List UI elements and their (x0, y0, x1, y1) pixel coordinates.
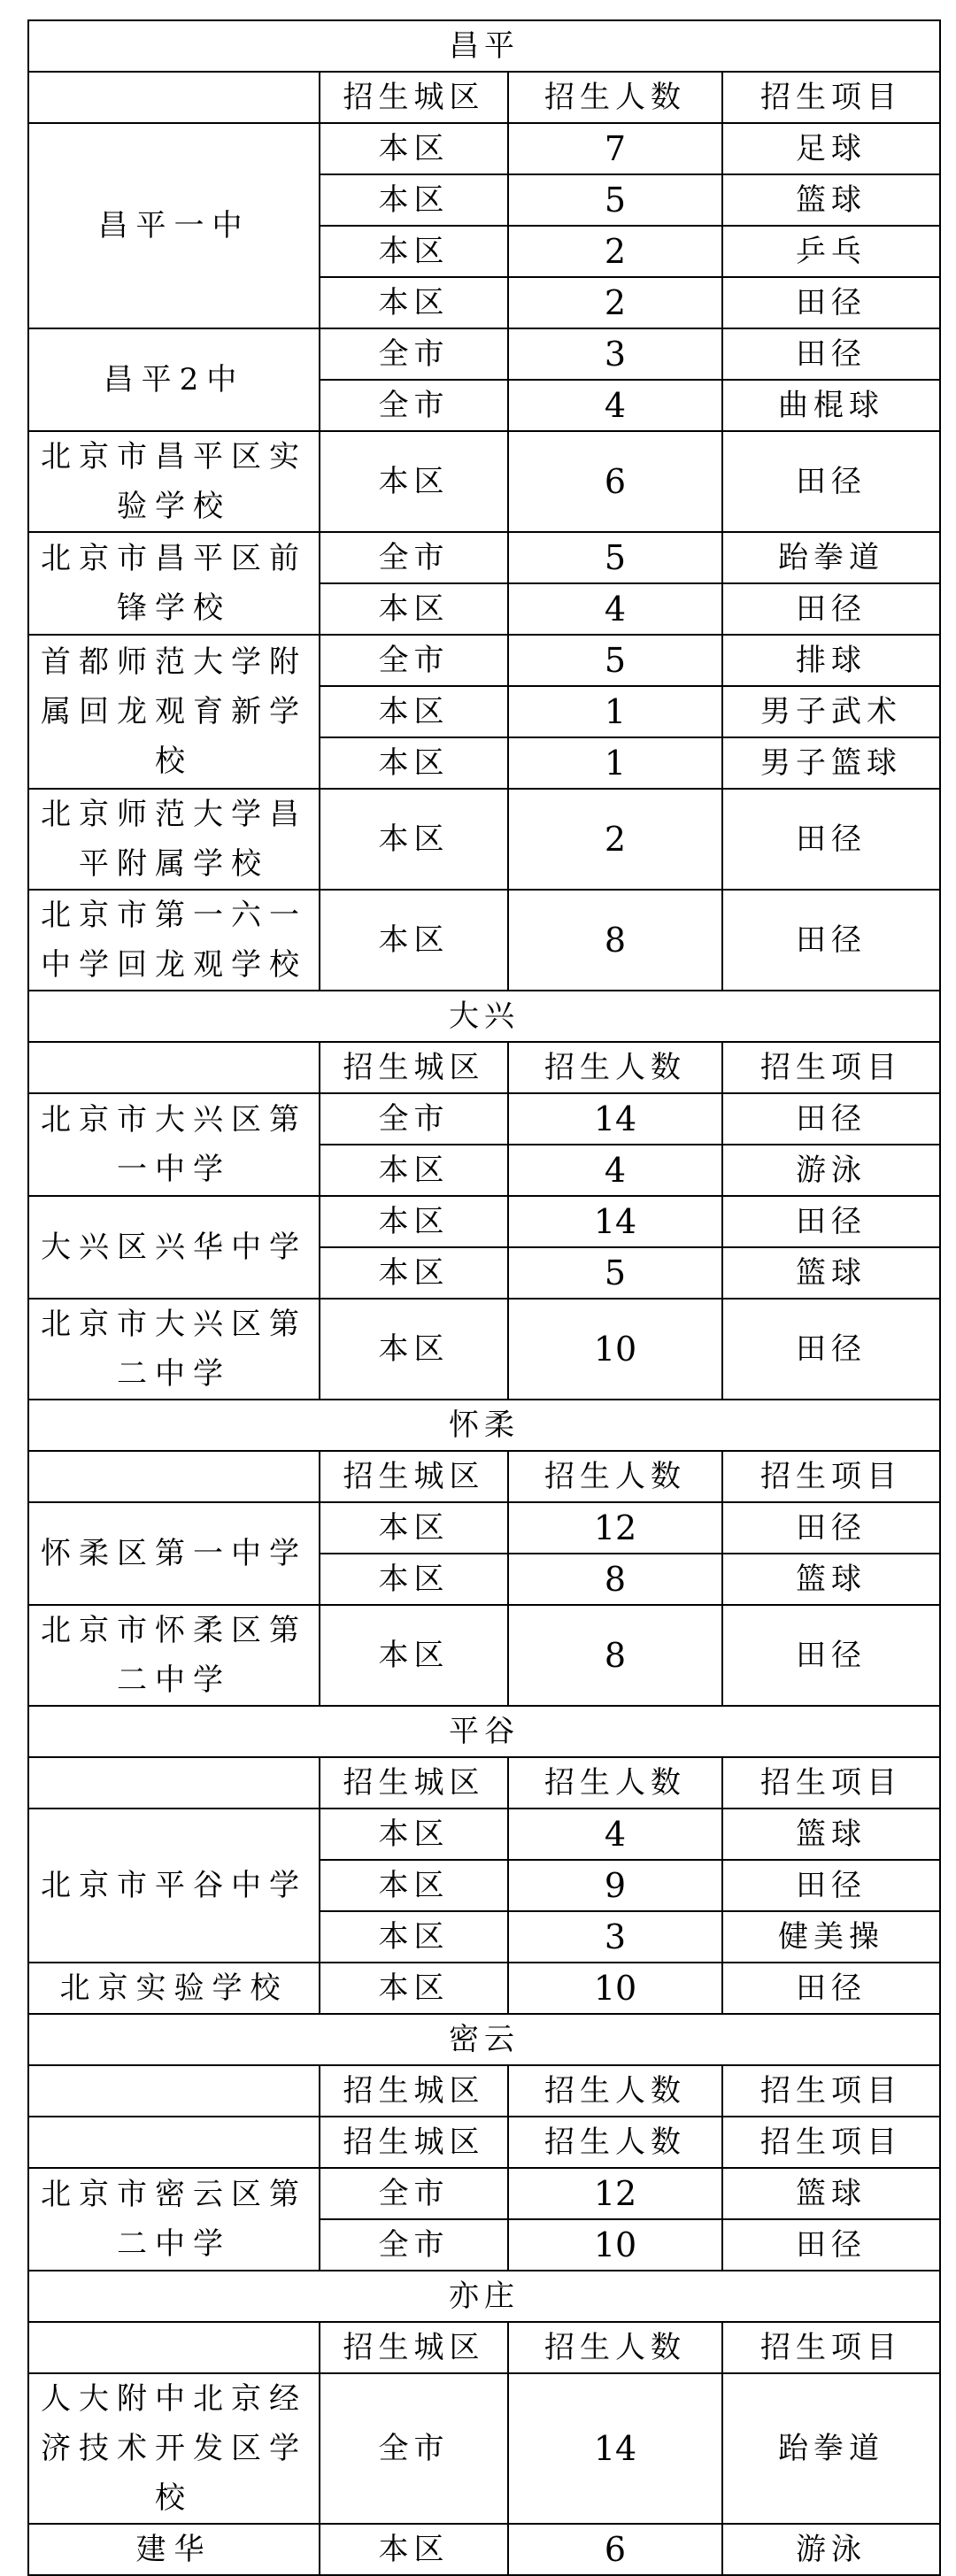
sport-cell: 田径 (722, 1502, 940, 1554)
district-cell: 全市 (320, 532, 508, 583)
sport-cell: 男子武术 (722, 686, 940, 737)
header-sport: 招生项目 (722, 72, 940, 123)
section-title-row (28, 2014, 940, 2065)
count-cell: 14 (508, 1196, 722, 1247)
table-row (28, 431, 940, 532)
header-blank (28, 2117, 320, 2168)
section-title: 大兴 (28, 991, 940, 1042)
header-sport: 招生项目 (722, 1757, 940, 1809)
school-name: 建华 (28, 2524, 320, 2575)
sport-cell: 排球 (722, 635, 940, 686)
district-cell: 本区 (320, 1554, 508, 1605)
district-cell: 本区 (320, 123, 508, 174)
count-cell: 1 (508, 686, 722, 737)
table-row (28, 890, 940, 991)
count-cell: 3 (508, 1911, 722, 1963)
school-name: 大兴区兴华中学 (28, 1196, 320, 1299)
school-name: 人大附中北京经济技术开发区学校 (28, 2373, 320, 2524)
school-name: 首都师范大学附属回龙观育新学校 (28, 635, 320, 789)
table-row (28, 1605, 940, 1706)
district-cell: 全市 (320, 380, 508, 431)
table-row (28, 328, 940, 380)
count-cell: 14 (508, 2373, 722, 2524)
district-cell: 本区 (320, 686, 508, 737)
count-cell: 12 (508, 1502, 722, 1554)
school-name: 北京市密云区第二中学 (28, 2168, 320, 2271)
sport-cell: 曲棍球 (722, 380, 940, 431)
district-cell: 本区 (320, 1911, 508, 1963)
table-row (28, 1196, 940, 1247)
district-cell: 本区 (320, 890, 508, 991)
header-row (28, 2322, 940, 2373)
header-blank (28, 1042, 320, 1093)
school-name: 北京市平谷中学 (28, 1809, 320, 1963)
school-name: 北京市怀柔区第二中学 (28, 1605, 320, 1706)
count-cell: 12 (508, 2168, 722, 2219)
district-cell: 本区 (320, 226, 508, 277)
count-cell: 6 (508, 2524, 722, 2575)
header-count: 招生人数 (508, 1757, 722, 1809)
header-row (28, 2117, 940, 2168)
district-cell: 本区 (320, 1963, 508, 2014)
school-name: 北京实验学校 (28, 1963, 320, 2014)
table-row (28, 1809, 940, 1860)
header-blank (28, 2322, 320, 2373)
count-cell: 2 (508, 277, 722, 328)
header-count: 招生人数 (508, 2322, 722, 2373)
table-row (28, 1299, 940, 1400)
sport-cell: 跆拳道 (722, 2373, 940, 2524)
district-cell: 全市 (320, 1093, 508, 1145)
header-row (28, 1757, 940, 1809)
sport-cell: 田径 (722, 1605, 940, 1706)
table-row (28, 2168, 940, 2219)
sport-cell: 田径 (722, 328, 940, 380)
header-blank (28, 2065, 320, 2117)
sport-cell: 田径 (722, 1196, 940, 1247)
district-cell: 本区 (320, 1860, 508, 1911)
table-row (28, 1502, 940, 1554)
count-cell: 4 (508, 1809, 722, 1860)
section-title-row (28, 2271, 940, 2322)
sport-cell: 篮球 (722, 2168, 940, 2219)
district-cell: 本区 (320, 277, 508, 328)
header-blank (28, 1757, 320, 1809)
sport-cell: 田径 (722, 277, 940, 328)
count-cell: 5 (508, 1247, 722, 1299)
district-cell: 本区 (320, 1605, 508, 1706)
school-name: 北京市第一六一中学回龙观学校 (28, 890, 320, 991)
district-cell: 本区 (320, 737, 508, 789)
sport-cell: 田径 (722, 890, 940, 991)
district-cell: 全市 (320, 2168, 508, 2219)
header-count: 招生人数 (508, 1451, 722, 1502)
table-row (28, 789, 940, 890)
count-cell: 4 (508, 380, 722, 431)
header-sport: 招生项目 (722, 2065, 940, 2117)
table-row (28, 123, 940, 174)
section-title-row (28, 1706, 940, 1757)
table-row (28, 532, 940, 583)
section-title-row (28, 991, 940, 1042)
header-sport: 招生项目 (722, 2117, 940, 2168)
district-cell: 本区 (320, 1299, 508, 1400)
header-district: 招生城区 (320, 2117, 508, 2168)
header-sport: 招生项目 (722, 1042, 940, 1093)
district-cell: 本区 (320, 2524, 508, 2575)
sport-cell: 田径 (722, 789, 940, 890)
count-cell: 5 (508, 174, 722, 226)
district-cell: 本区 (320, 583, 508, 635)
section-title: 亦庄 (28, 2271, 940, 2322)
table-row (28, 1093, 940, 1145)
count-cell: 2 (508, 789, 722, 890)
header-district: 招生城区 (320, 72, 508, 123)
section-title: 平谷 (28, 1706, 940, 1757)
district-cell: 全市 (320, 2373, 508, 2524)
school-name: 北京市大兴区第二中学 (28, 1299, 320, 1400)
sport-cell: 篮球 (722, 174, 940, 226)
sport-cell: 田径 (722, 431, 940, 532)
district-cell: 本区 (320, 789, 508, 890)
count-cell: 4 (508, 1145, 722, 1196)
table-row (28, 2524, 940, 2575)
table-row (28, 1963, 940, 2014)
header-row (28, 1042, 940, 1093)
school-name: 昌平2中 (28, 328, 320, 431)
sport-cell: 田径 (722, 1860, 940, 1911)
section-title: 昌平 (28, 20, 940, 72)
district-cell: 本区 (320, 1502, 508, 1554)
count-cell: 14 (508, 1093, 722, 1145)
sport-cell: 田径 (722, 1963, 940, 2014)
school-name: 北京市大兴区第一中学 (28, 1093, 320, 1196)
header-district: 招生城区 (320, 2065, 508, 2117)
section-title: 怀柔 (28, 1400, 940, 1451)
header-count: 招生人数 (508, 72, 722, 123)
count-cell: 8 (508, 890, 722, 991)
section-title: 密云 (28, 2014, 940, 2065)
header-district: 招生城区 (320, 1757, 508, 1809)
count-cell: 4 (508, 583, 722, 635)
admissions-table (27, 19, 941, 2576)
count-cell: 9 (508, 1860, 722, 1911)
sport-cell: 足球 (722, 123, 940, 174)
header-count: 招生人数 (508, 2065, 722, 2117)
district-cell: 本区 (320, 1196, 508, 1247)
sport-cell: 游泳 (722, 1145, 940, 1196)
header-row (28, 1451, 940, 1502)
table-row (28, 2373, 940, 2524)
district-cell: 全市 (320, 635, 508, 686)
sport-cell: 田径 (722, 1299, 940, 1400)
school-name: 北京市昌平区实验学校 (28, 431, 320, 532)
table-row (28, 635, 940, 686)
header-district: 招生城区 (320, 1451, 508, 1502)
sport-cell: 田径 (722, 583, 940, 635)
count-cell: 2 (508, 226, 722, 277)
district-cell: 全市 (320, 328, 508, 380)
district-cell: 本区 (320, 1145, 508, 1196)
count-cell: 3 (508, 328, 722, 380)
count-cell: 1 (508, 737, 722, 789)
count-cell: 8 (508, 1605, 722, 1706)
count-cell: 10 (508, 1299, 722, 1400)
sport-cell: 男子篮球 (722, 737, 940, 789)
count-cell: 8 (508, 1554, 722, 1605)
district-cell: 本区 (320, 1247, 508, 1299)
header-count: 招生人数 (508, 1042, 722, 1093)
count-cell: 7 (508, 123, 722, 174)
sport-cell: 跆拳道 (722, 532, 940, 583)
section-title-row (28, 1400, 940, 1451)
district-cell: 本区 (320, 174, 508, 226)
school-name: 怀柔区第一中学 (28, 1502, 320, 1605)
section-title-row (28, 20, 940, 72)
district-cell: 本区 (320, 431, 508, 532)
header-sport: 招生项目 (722, 1451, 940, 1502)
header-count: 招生人数 (508, 2117, 722, 2168)
district-cell: 本区 (320, 1809, 508, 1860)
header-row (28, 72, 940, 123)
count-cell: 10 (508, 2219, 722, 2271)
count-cell: 5 (508, 532, 722, 583)
sport-cell: 健美操 (722, 1911, 940, 1963)
sport-cell: 田径 (722, 1093, 940, 1145)
sport-cell: 田径 (722, 2219, 940, 2271)
count-cell: 10 (508, 1963, 722, 2014)
sport-cell: 篮球 (722, 1554, 940, 1605)
header-row (28, 2065, 940, 2117)
sport-cell: 篮球 (722, 1247, 940, 1299)
header-district: 招生城区 (320, 2322, 508, 2373)
header-blank (28, 1451, 320, 1502)
header-blank (28, 72, 320, 123)
school-name: 北京市昌平区前锋学校 (28, 532, 320, 635)
sport-cell: 乒乓 (722, 226, 940, 277)
school-name: 昌平一中 (28, 123, 320, 328)
district-cell: 全市 (320, 2219, 508, 2271)
count-cell: 5 (508, 635, 722, 686)
school-name: 北京师范大学昌平附属学校 (28, 789, 320, 890)
sport-cell: 篮球 (722, 1809, 940, 1860)
header-district: 招生城区 (320, 1042, 508, 1093)
sport-cell: 游泳 (722, 2524, 940, 2575)
header-sport: 招生项目 (722, 2322, 940, 2373)
count-cell: 6 (508, 431, 722, 532)
